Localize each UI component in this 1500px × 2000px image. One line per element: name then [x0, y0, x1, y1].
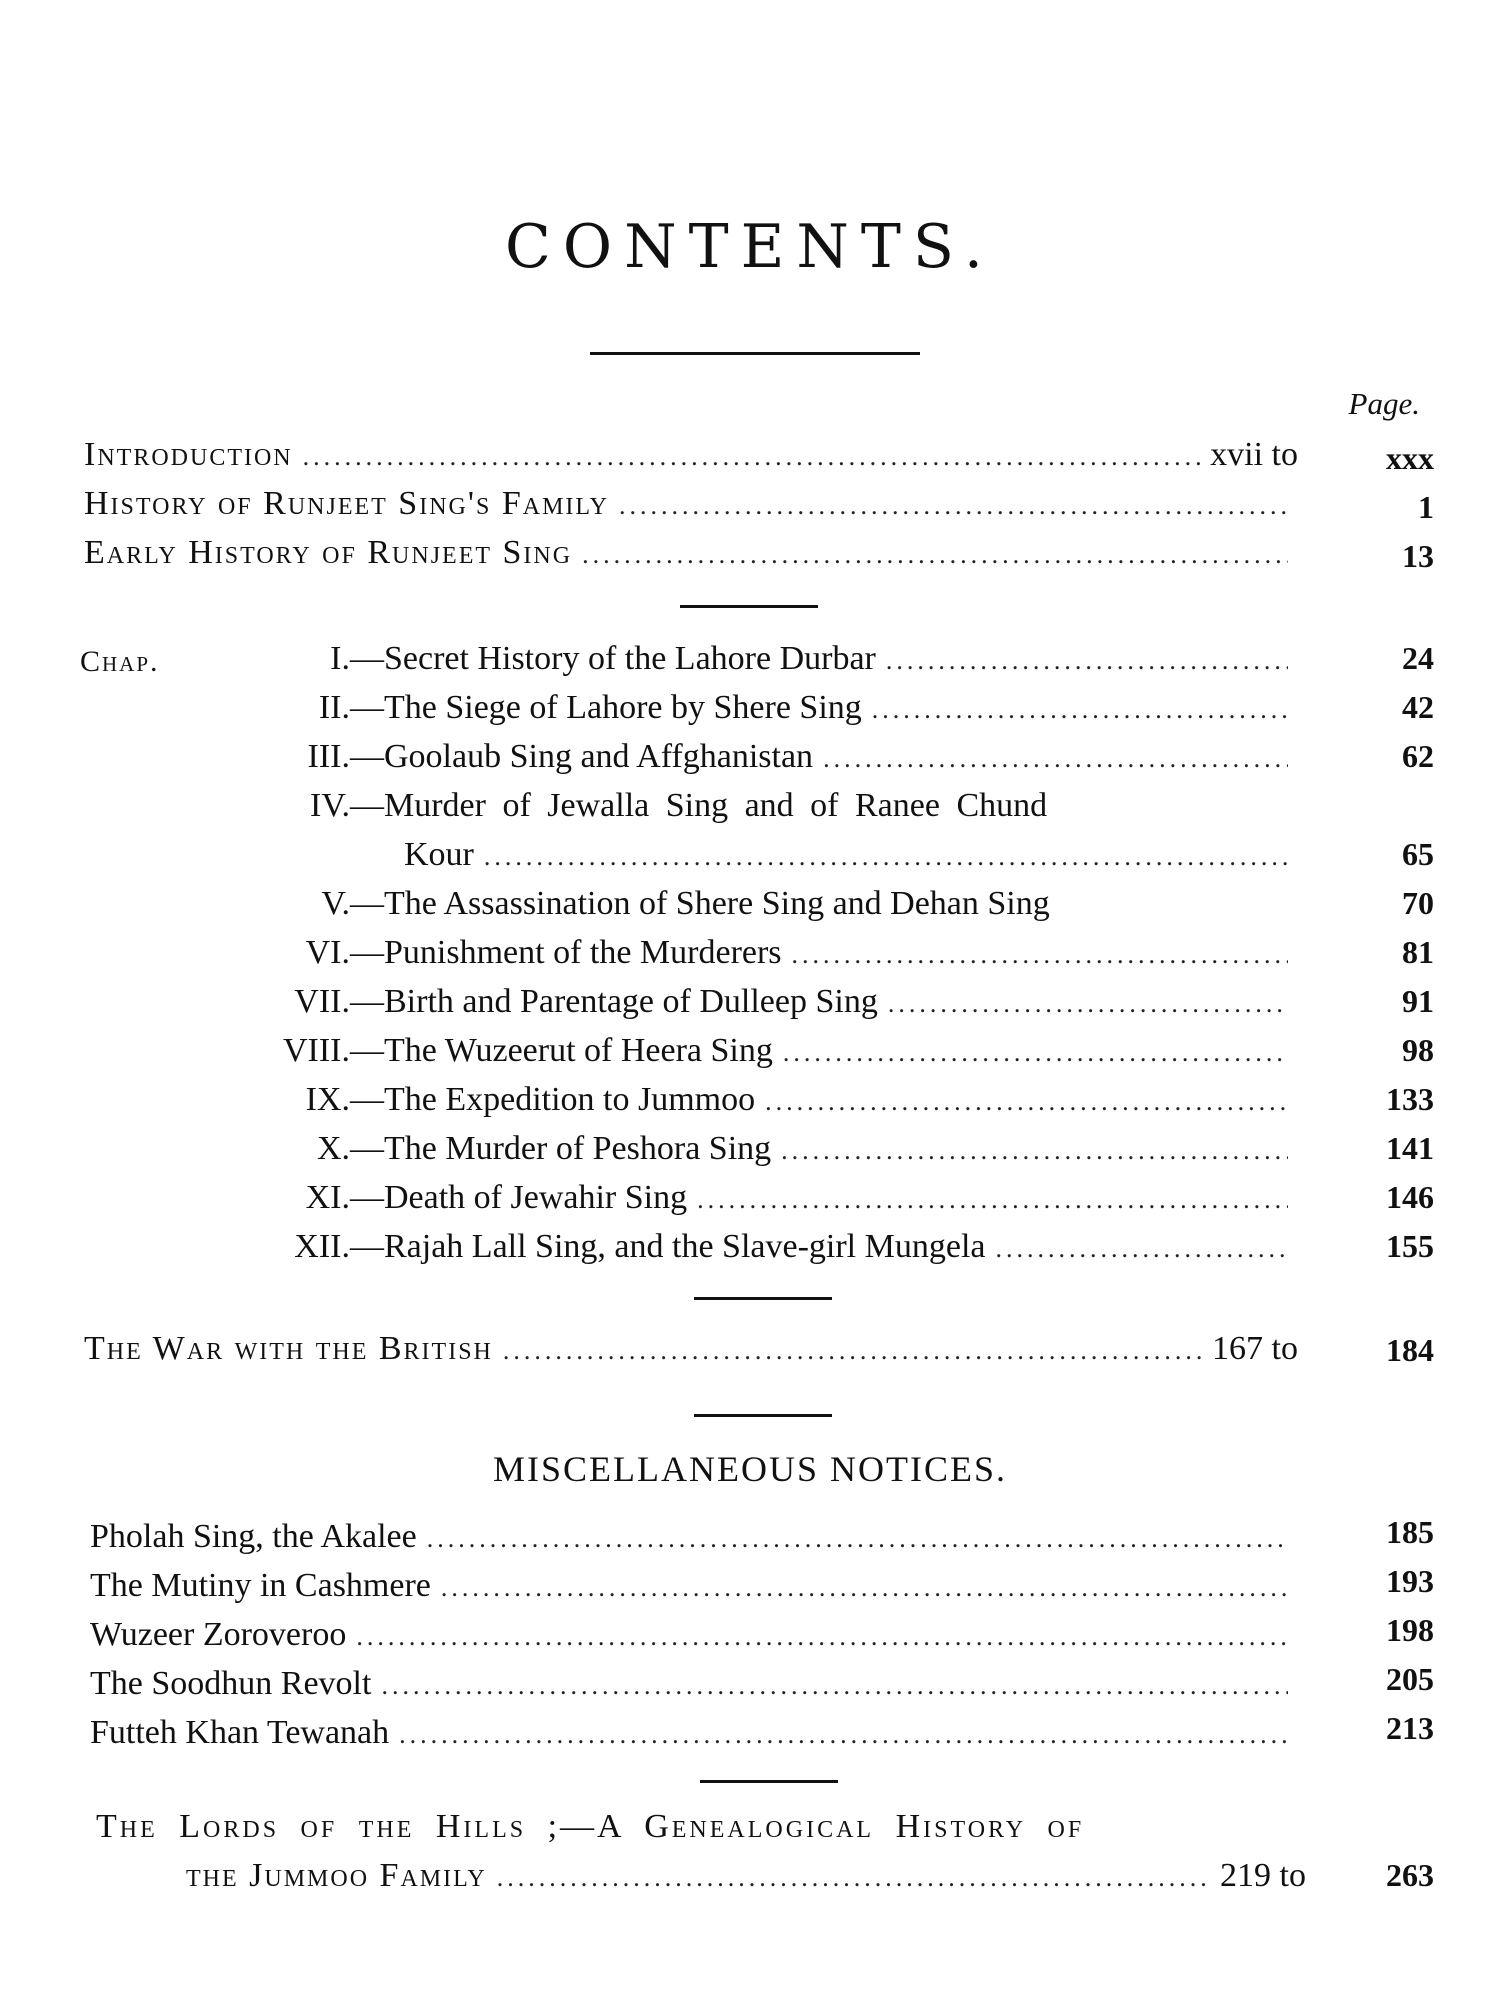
- chapter-entry: [210, 1081, 1298, 1129]
- chapter-title-text: —The Expedition to Jummoo: [350, 1081, 756, 1118]
- dot-leader: [792, 940, 1288, 970]
- chapter-page-number: 133: [1386, 1081, 1434, 1117]
- chapter-page-number: 146: [1386, 1179, 1434, 1215]
- misc-page-number: 193: [1386, 1563, 1434, 1599]
- chapter-entry: [210, 1228, 1298, 1276]
- dot-leader: [427, 1524, 1288, 1554]
- dot-leader: [484, 842, 1288, 872]
- misc-entry: [90, 1567, 1298, 1615]
- misc-page-number: 185: [1386, 1514, 1434, 1550]
- chapter-page-number: 155: [1386, 1228, 1434, 1264]
- dot-leader: [781, 1136, 1288, 1166]
- toc-entry-range: 167 to: [1212, 1330, 1298, 1367]
- misc-entry-label: Pholah Sing, the Akalee: [90, 1518, 417, 1555]
- chapter-page-number: 24: [1402, 640, 1434, 676]
- chapter-title: [210, 1130, 771, 1168]
- chapter-title-text: —Murder of Jewalla Sing and of Ranee Chund: [350, 787, 1048, 824]
- dot-leader: [697, 1185, 1288, 1215]
- chapter-title-text: —The Murder of Peshora Sing: [350, 1130, 772, 1167]
- chapter-entry: [210, 640, 1298, 688]
- chapter-page-number: 91: [1402, 983, 1434, 1019]
- dot-leader: [381, 1671, 1288, 1701]
- chapter-title: [210, 640, 876, 678]
- chapter-page-number: 70: [1402, 885, 1434, 921]
- chap-label: Chap.: [80, 645, 160, 678]
- dot-leader: [582, 540, 1288, 570]
- chapter-numeral: IV.: [310, 787, 350, 824]
- misc-page-number: 198: [1386, 1612, 1434, 1648]
- toc-entry-range: 219 to: [1220, 1857, 1306, 1894]
- toc-entry-range: xvii to: [1210, 436, 1298, 473]
- dot-leader: [356, 1622, 1288, 1652]
- chapter-numeral: I.: [330, 640, 350, 677]
- chapter-title: [210, 1179, 687, 1217]
- toc-page-number: 13: [1402, 538, 1434, 574]
- chapter-title: [210, 1081, 755, 1119]
- chapter-page-number: 65: [1402, 836, 1434, 872]
- chapter-title: [210, 689, 862, 727]
- chapter-numeral: VI.: [305, 934, 350, 971]
- chapter-entry: [210, 689, 1298, 737]
- chapter-title-text: —Death of Jewahir Sing: [350, 1179, 688, 1216]
- chapter-numeral: VII.: [294, 983, 350, 1020]
- chapter-numeral: V.: [321, 885, 350, 922]
- chapter-entry: [210, 738, 1298, 786]
- page-title: CONTENTS.: [505, 212, 995, 282]
- section-rule: [694, 1297, 832, 1300]
- toc-page-number: 184: [1386, 1332, 1434, 1368]
- page-column-header: Page.: [1348, 386, 1420, 421]
- chapter-title: [210, 1032, 773, 1070]
- misc-heading: MISCELLANEOUS NOTICES.: [492, 1449, 1007, 1489]
- toc-entry-label: Introduction: [84, 436, 293, 473]
- dot-leader: [823, 744, 1288, 774]
- chapter-entry: [210, 934, 1298, 982]
- misc-entry-label: The Soodhun Revolt: [90, 1665, 372, 1702]
- chapter-page-number: 42: [1402, 689, 1434, 725]
- dot-leader: [888, 989, 1288, 1019]
- chapter-title-continued: Kour: [404, 836, 474, 873]
- chapter-title-text: —Rajah Lall Sing, and the Slave-girl Mungela: [350, 1228, 986, 1265]
- dot-leader: [497, 1863, 1210, 1893]
- chapter-title-text: —Birth and Parentage of Dulleep Sing: [350, 983, 878, 1020]
- toc-entry-label: The Lords of the Hills ;—A Genealogical History of: [96, 1808, 1085, 1845]
- chapter-entry: [210, 885, 1298, 933]
- chapter-numeral: VIII.: [282, 1032, 350, 1069]
- chapter-page-number: 98: [1402, 1032, 1434, 1068]
- chapter-entry: [210, 1032, 1298, 1080]
- chapter-numeral: XII.: [294, 1228, 350, 1265]
- toc-entry-family-history: [84, 485, 1298, 533]
- chapter-entry: [210, 983, 1298, 1031]
- chapter-title-text: —Secret History of the Lahore Durbar: [350, 640, 876, 677]
- toc-entry-label: The War with the British: [84, 1330, 493, 1367]
- dot-leader: [783, 1038, 1288, 1068]
- chapter-page-number: 62: [1402, 738, 1434, 774]
- misc-page-number: 205: [1386, 1661, 1434, 1697]
- chapter-title: [210, 738, 813, 776]
- chapter-title: [210, 983, 878, 1021]
- section-rule: [700, 1780, 838, 1783]
- toc-entry-war: [84, 1330, 1298, 1378]
- section-rule: [694, 1414, 832, 1417]
- chapter-title: [210, 787, 1047, 825]
- toc-entry-label-continued: the Jummoo Family: [186, 1857, 487, 1894]
- chapter-page-number: 81: [1402, 934, 1434, 970]
- toc-entry-label: History of Runjeet Sing's Family: [84, 485, 610, 522]
- toc-entry-lords-line2: [186, 1857, 1306, 1905]
- dot-leader: [303, 442, 1201, 472]
- dot-leader: [765, 1087, 1288, 1117]
- toc-entry-lords-line1: [96, 1808, 1306, 1856]
- toc-page-number: 263: [1386, 1857, 1434, 1893]
- dot-leader: [872, 695, 1288, 725]
- misc-entry-label: The Mutiny in Cashmere: [90, 1567, 431, 1604]
- dot-leader: [441, 1573, 1288, 1603]
- toc-entry-label: Early History of Runjeet Sing: [84, 534, 573, 571]
- toc-entry-early-history: [84, 534, 1298, 582]
- misc-entry-label: Wuzeer Zoroveroo: [90, 1616, 347, 1653]
- dot-leader: [995, 1234, 1288, 1264]
- chapter-entry: [210, 787, 1298, 835]
- dot-leader: [399, 1720, 1288, 1750]
- chapter-title-text: —The Wuzeerut of Heera Sing: [350, 1032, 773, 1069]
- chapter-numeral: XI.: [305, 1179, 350, 1216]
- chapter-title: [210, 885, 1050, 923]
- section-rule: [680, 605, 818, 608]
- chapter-entry-continued: [404, 836, 1298, 884]
- misc-entry: [90, 1616, 1298, 1664]
- chapter-entry: [210, 1130, 1298, 1178]
- dot-leader: [886, 646, 1288, 676]
- misc-entry: [90, 1714, 1298, 1762]
- misc-entry-label: Futteh Khan Tewanah: [90, 1714, 390, 1751]
- chapter-numeral: II.: [318, 689, 350, 726]
- toc-page-number: xxx: [1386, 440, 1434, 476]
- chapter-title: [210, 1228, 985, 1266]
- misc-entry: [90, 1518, 1298, 1566]
- title-rule: [590, 352, 920, 355]
- toc-page-number: 1: [1418, 489, 1434, 525]
- chapter-title-text: —The Siege of Lahore by Shere Sing: [350, 689, 862, 726]
- chapter-title: [210, 934, 782, 972]
- chapter-numeral: X.: [316, 1130, 350, 1167]
- misc-entry: [90, 1665, 1298, 1713]
- dot-leader: [619, 491, 1288, 521]
- chapter-numeral: IX.: [305, 1081, 350, 1118]
- chapter-title-text: —The Assassination of Shere Sing and Dehan Sing: [350, 885, 1050, 922]
- chapter-numeral: III.: [307, 738, 350, 775]
- chapter-title-text: —Goolaub Sing and Affghanistan: [350, 738, 814, 775]
- chapter-page-number: 141: [1386, 1130, 1434, 1166]
- toc-entry-introduction: [84, 436, 1298, 484]
- chapter-title-text: —Punishment of the Murderers: [350, 934, 782, 971]
- misc-page-number: 213: [1386, 1710, 1434, 1746]
- chapter-entry: [210, 1179, 1298, 1227]
- dot-leader: [503, 1336, 1202, 1366]
